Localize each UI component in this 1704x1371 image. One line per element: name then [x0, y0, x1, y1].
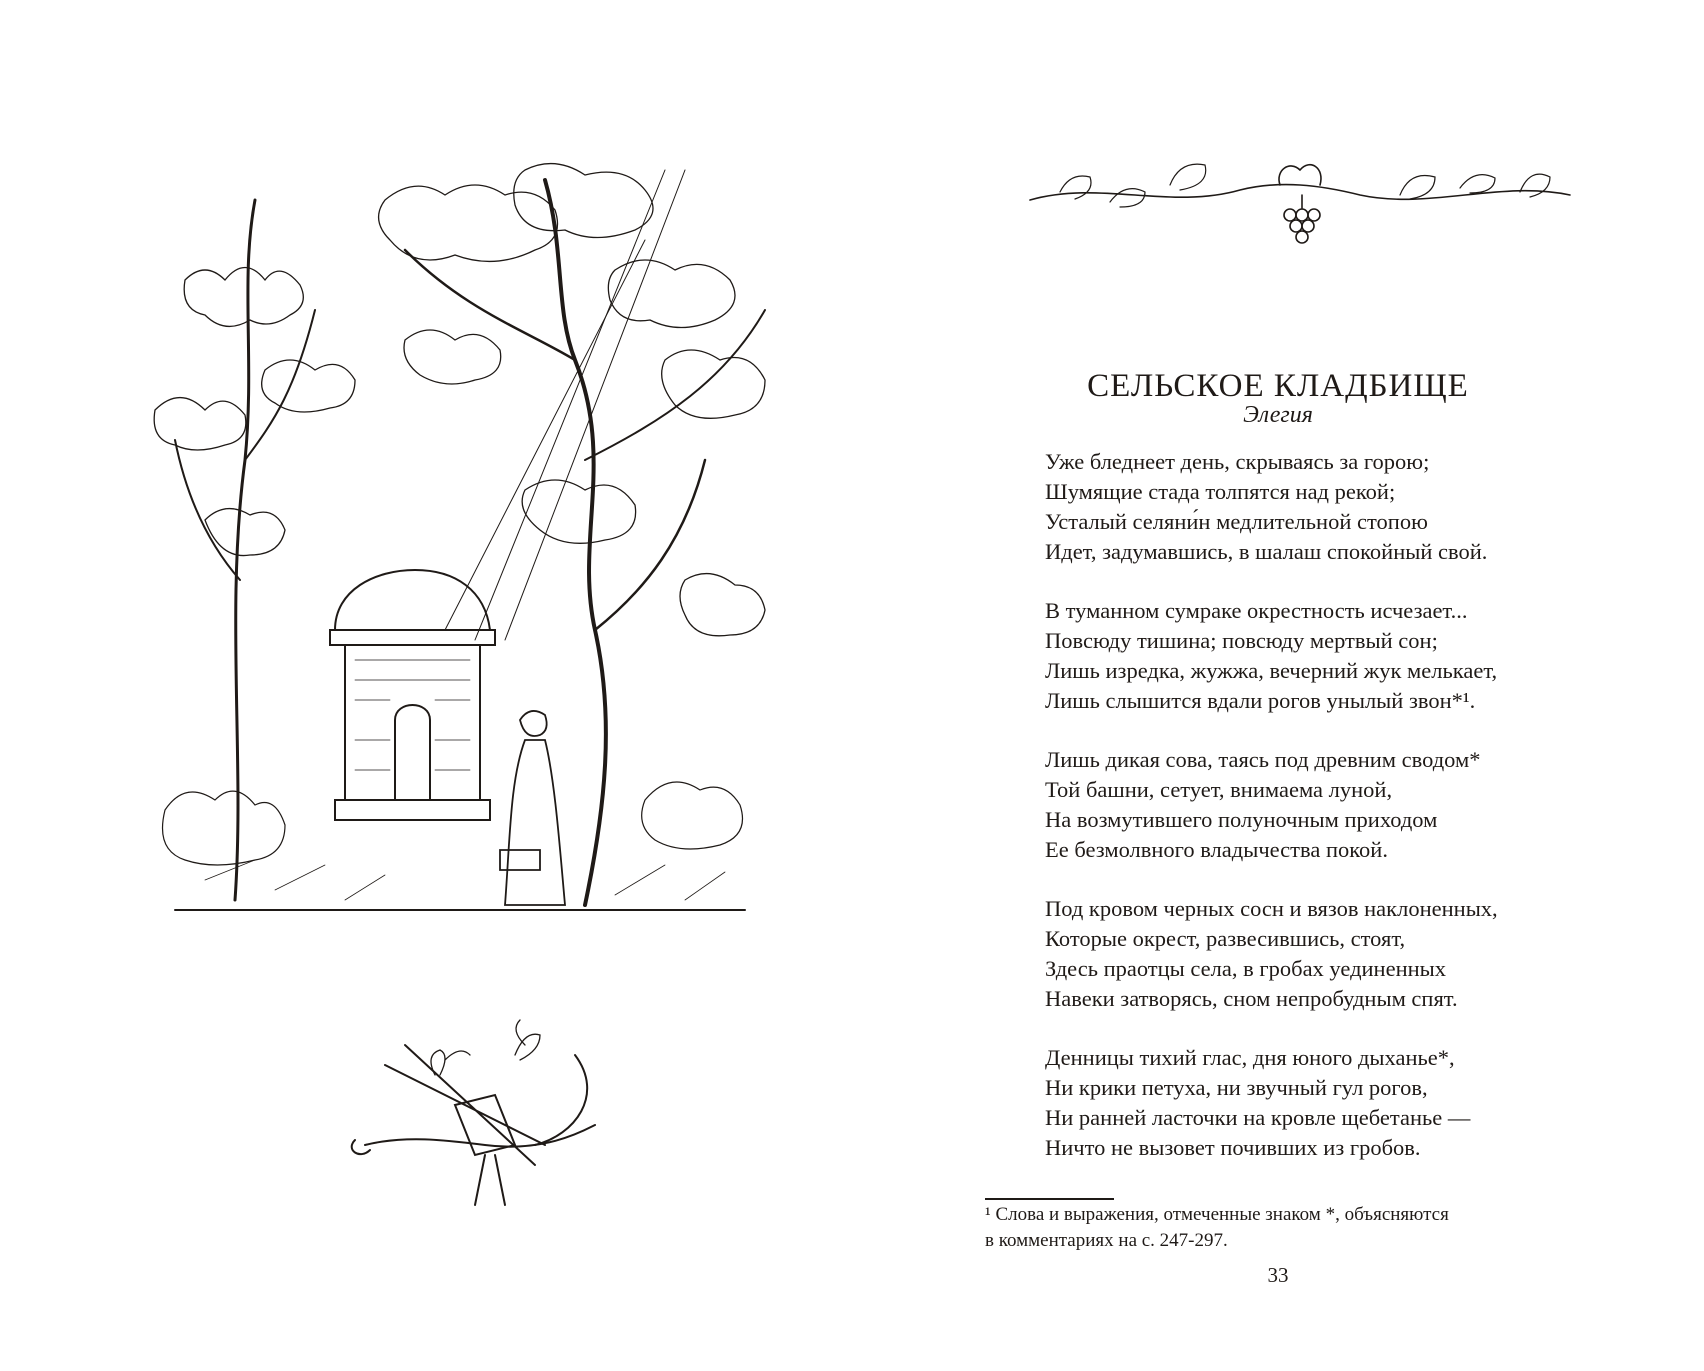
- poem-line: Лишь слышится вдали рогов унылый звон*¹.: [1045, 688, 1476, 713]
- poem-line: Лишь дикая сова, таясь под древним сводом*: [1045, 747, 1481, 772]
- poem-body: [1045, 447, 1685, 1192]
- poem-line: Навеки затворясь, сном непробудным спят.: [1045, 986, 1458, 1011]
- poem-line: Денницы тихий глас, дня юного дыханье*,: [1045, 1045, 1455, 1070]
- poem-line: Лишь изредка, жужжа, вечерний жук мелькает,: [1045, 658, 1498, 683]
- stanza: [1045, 596, 1685, 716]
- poem-line: Ее безмолвного владычества покой.: [1045, 837, 1388, 862]
- stanza: [1045, 1043, 1685, 1163]
- poem-line: Уже бледнеет день, скрываясь за горою;: [1045, 449, 1430, 474]
- poem-line: Которые окрест, развесившись, стоят,: [1045, 926, 1406, 951]
- poem-line: В туманном сумраке окрестность исчезает...: [1045, 598, 1468, 623]
- poem-title: СЕЛЬСКОЕ КЛАДБИЩЕ: [1087, 368, 1469, 404]
- poem-line: Ни ранней ласточки на кровле щебетанье —: [1045, 1105, 1471, 1130]
- poem-line: Здесь праотцы села, в гробах уединенных: [1045, 956, 1447, 981]
- engraving-illustration: [145, 160, 825, 1000]
- stanza: [1045, 745, 1685, 865]
- poem-line: Той башни, сетует, внимаема луной,: [1045, 777, 1393, 802]
- poem-subtitle: Элегия: [1243, 402, 1313, 428]
- right-page: [852, 0, 1704, 1371]
- poem-line: Под кровом черных сосн и вязов наклоненных,: [1045, 896, 1498, 921]
- footnote-line: ¹ Слова и выражения, отмеченные знаком *, объясняются: [985, 1204, 1449, 1225]
- quiver-trophy-icon: [345, 1015, 635, 1225]
- stanza: [1045, 894, 1685, 1014]
- poem-line: Усталый селяни́н медлительной стопою: [1045, 509, 1428, 534]
- poem-line: На возмутившего полуночным приходом: [1045, 807, 1438, 832]
- vine-ornament-icon: [1020, 140, 1580, 270]
- poem-line: Ни крики петуха, ни звучный гул рогов,: [1045, 1075, 1428, 1100]
- stanza: [1045, 447, 1685, 567]
- poem-line: Ничто не вызовет почивших из гробов.: [1045, 1135, 1421, 1160]
- page-number: 33: [1267, 1263, 1289, 1287]
- footnote-divider: [985, 1198, 1114, 1200]
- footnote: [985, 1202, 1665, 1254]
- poem-line: Повсюду тишина; повсюду мертвый сон;: [1045, 628, 1438, 653]
- poem-line: Идет, задумавшись, в шалаш спокойный свой.: [1045, 539, 1488, 564]
- footnote-line: в комментариях на с. 247-297.: [985, 1230, 1228, 1251]
- poem-line: Шумящие стада толпятся над рекой;: [1045, 479, 1396, 504]
